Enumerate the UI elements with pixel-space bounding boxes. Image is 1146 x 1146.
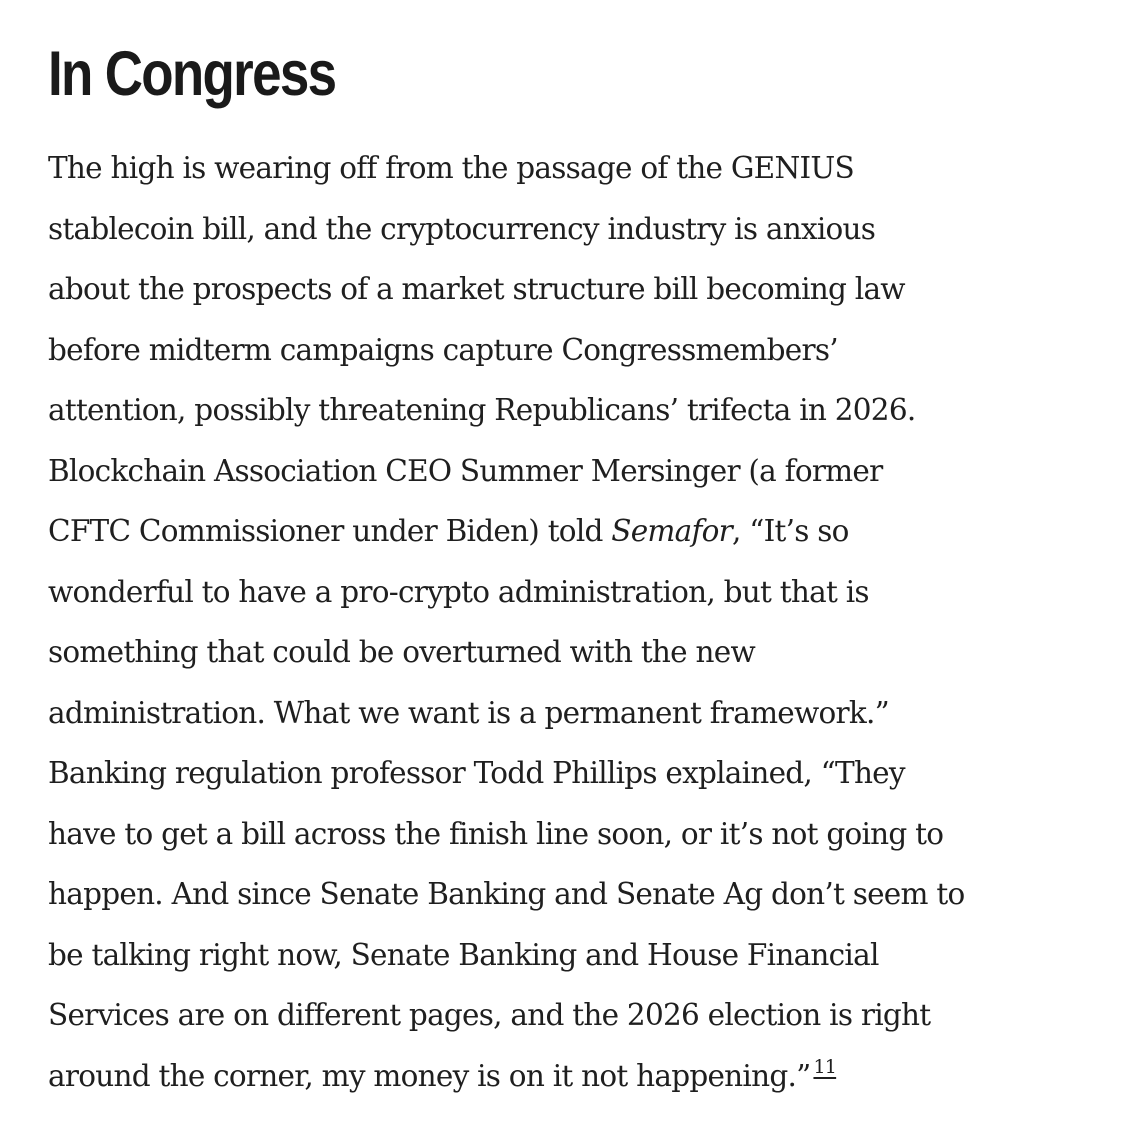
paragraph-line: Banking regulation professor Todd Phillips explained, “They [48, 756, 905, 790]
paragraph-text: CFTC Commissioner under Biden) told [48, 514, 612, 548]
paragraph-line [48, 1046, 1118, 1107]
publication-name: Semafor [611, 514, 733, 548]
paragraph-line: something that could be overturned with the new [48, 635, 755, 669]
paragraph-line: be talking right now, Senate Banking and House Financial [48, 937, 879, 972]
paragraph-text: around the corner, my money is on it not happening.” [48, 1058, 811, 1093]
paragraph-line: administration. What we want is a permanent framework.” [48, 695, 889, 730]
paragraph-text: , “It’s so [732, 514, 849, 548]
footnote-link[interactable]: 11 [813, 1055, 837, 1078]
paragraph-line: The high is wearing off from the passage of the GENIUS [48, 151, 854, 185]
paragraph-line: wonderful to have a pro-crypto administration, but that is [48, 574, 869, 609]
paragraph-line: before midterm campaigns capture Congressmembers’ [48, 332, 838, 367]
paragraph-line [48, 501, 1118, 562]
paragraph-line: have to get a bill across the finish line soon, or it’s not going to [48, 816, 944, 851]
paragraph-line: about the prospects of a market structure bill becoming law [48, 272, 905, 306]
paragraph-line: Services are on different pages, and the 2026 election is right [48, 998, 931, 1032]
body-paragraph [48, 138, 1118, 1106]
section-heading: In Congress [48, 39, 336, 109]
article-section [48, 28, 1118, 1106]
paragraph-line: stablecoin bill, and the cryptocurrency industry is anxious [48, 211, 876, 246]
paragraph-line: attention, possibly threatening Republicans’ trifecta in 2026. [48, 393, 916, 427]
paragraph-line: Blockchain Association CEO Summer Mersinger (a former [48, 453, 883, 488]
paragraph-line: happen. And since Senate Banking and Senate Ag don’t seem to [48, 877, 965, 911]
